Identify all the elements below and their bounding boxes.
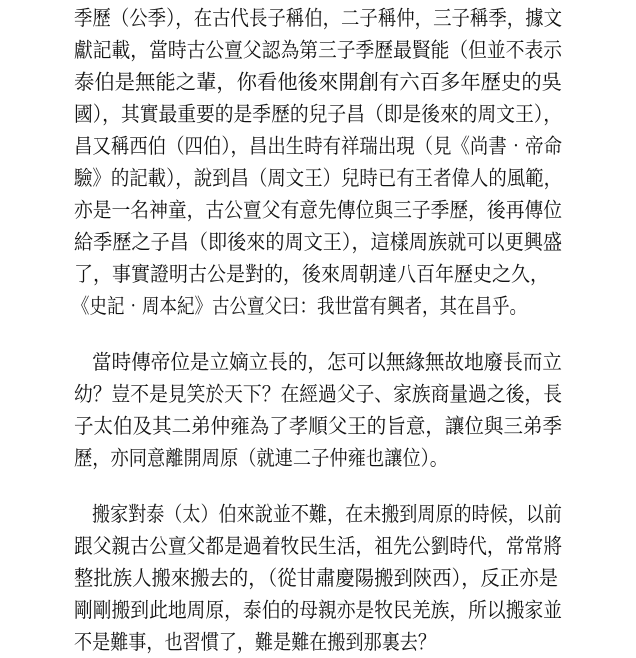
text-line: 昌又稱西伯（四伯），昌出生時有祥瑞出現（見《尚書‧帝命: [74, 134, 562, 158]
text-line: 不是難事，也習慣了，難是難在搬到那裏去？: [74, 630, 436, 654]
text-line: 剛剛搬到此地周原，泰伯的母親亦是牧民羌族，所以搬家並: [74, 598, 562, 622]
text-line: 亦是一名神童，古公亶父有意先傳位與三子季歷，後再傳位: [74, 198, 562, 222]
text-line: 國），其實最重要的是季歷的兒子昌（即是後來的周文王），: [74, 102, 562, 126]
text-line: 當時傳帝位是立嫡立長的，怎可以無緣無故地廢長而立: [92, 350, 562, 374]
text-line: 獻記載，當時古公亶父認為第三子季歷最賢能（但並不表示: [74, 38, 562, 62]
text-line: 整批族人搬來搬去的，（從甘肅慶陽搬到陝西），反正亦是: [74, 566, 558, 590]
text-line: 泰伯是無能之輩，你看他後來開創有六百多年歷史的吳: [74, 70, 562, 94]
text-line: 子太伯及其二弟仲雍為了孝順父王的旨意，讓位與三弟季: [74, 414, 562, 438]
text-line: 幼？豈不是見笑於天下？在經過父子、家族商量過之後，長: [74, 382, 562, 406]
text-line: 季歷（公季），在古代長子稱伯，二子稱仲，三子稱季，據文: [74, 6, 562, 30]
text-line: 搬家對泰（太）伯來說並不難，在未搬到周原的時候，以前: [92, 502, 562, 526]
text-line: 《史記‧周本紀》古公亶父曰：我世當有興者，其在昌乎。: [72, 294, 527, 318]
text-line: 驗》的記載），說到昌（周文王）兒時已有王者偉人的風範，: [74, 166, 562, 190]
text-line: 了，事實證明古公是對的，後來周朝達八百年歷史之久，: [74, 262, 549, 286]
text-line: 給季歷之子昌（即後來的周文王），這樣周族就可以更興盛: [74, 230, 562, 254]
text-line: 歷，亦同意離開周原（就連二子仲雍也讓位）。: [74, 446, 448, 470]
text-line: 跟父親古公亶父都是過着牧民生活，祖先公劉時代，常常將: [74, 534, 562, 558]
